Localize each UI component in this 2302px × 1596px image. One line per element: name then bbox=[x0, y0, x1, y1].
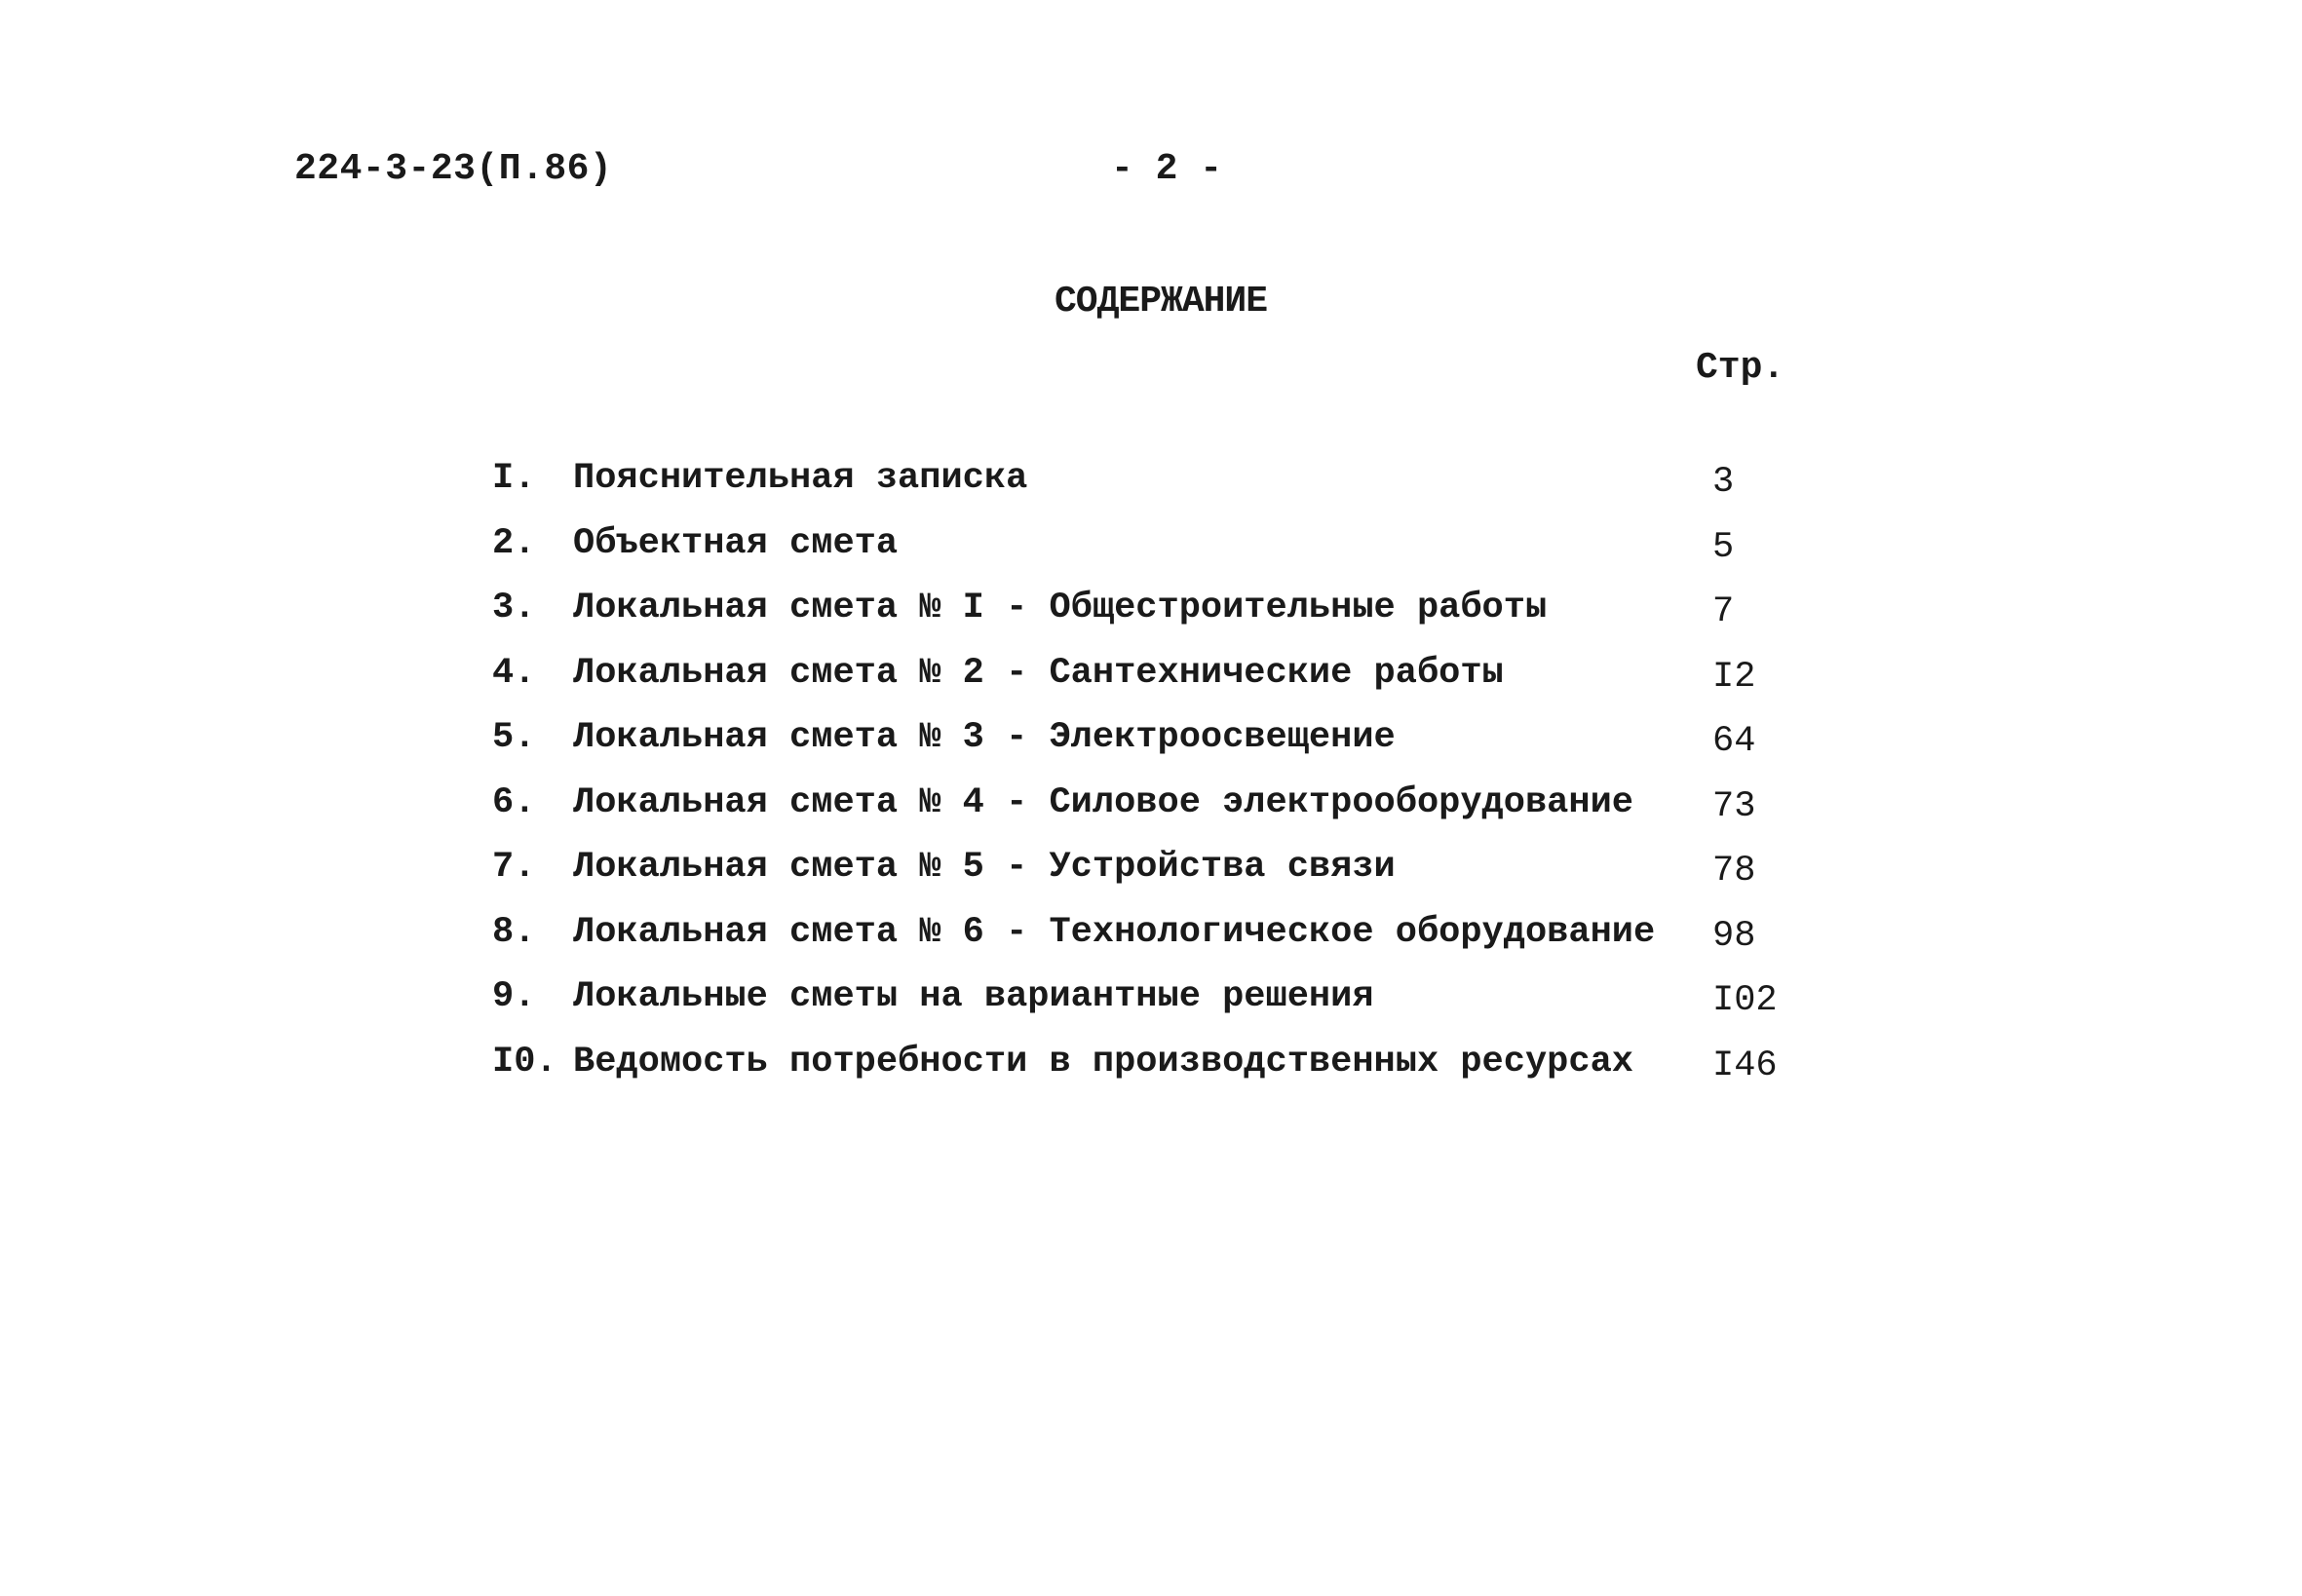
toc-item-number: 2. bbox=[492, 522, 536, 564]
toc-item-number: I0. bbox=[492, 1041, 557, 1083]
toc-pages-header: Стр. bbox=[1696, 347, 1785, 389]
toc-item-page: 64 bbox=[1712, 721, 1756, 762]
toc-item-number: 9. bbox=[492, 976, 536, 1017]
toc-item bbox=[492, 588, 1798, 653]
toc-item-title: Локальная смета № 6 - Технологическое оборудование bbox=[573, 911, 1656, 953]
toc-list bbox=[492, 458, 1798, 1106]
toc-item bbox=[492, 847, 1798, 912]
toc-item-title: Ведомость потребности в производственных ресурсах bbox=[573, 1041, 1633, 1083]
toc-item-number: 8. bbox=[492, 911, 536, 953]
toc-item-page: 78 bbox=[1712, 851, 1756, 892]
toc-title: СОДЕРЖАНИЕ bbox=[1055, 281, 1268, 323]
toc-item-page: I02 bbox=[1712, 980, 1778, 1021]
toc-item-title: Локальные сметы на вариантные решения bbox=[573, 976, 1374, 1017]
toc-item-page: 73 bbox=[1712, 785, 1756, 827]
toc-item bbox=[492, 717, 1798, 782]
toc-item-page: 7 bbox=[1712, 591, 1735, 632]
toc-item bbox=[492, 1042, 1798, 1107]
toc-item-title: Пояснительная записка bbox=[573, 458, 1028, 499]
toc-item-page: I2 bbox=[1712, 656, 1756, 698]
toc-item bbox=[492, 653, 1798, 718]
toc-item-number: 7. bbox=[492, 847, 536, 888]
toc-item bbox=[492, 782, 1798, 848]
toc-item bbox=[492, 458, 1798, 523]
toc-item bbox=[492, 912, 1798, 977]
toc-item-title: Локальная смета № I - Общестроительные работы bbox=[573, 588, 1548, 628]
toc-item-number: 5. bbox=[492, 717, 536, 758]
page-number: - 2 - bbox=[1111, 148, 1223, 190]
toc-item-page: 5 bbox=[1712, 526, 1735, 568]
toc-item-title: Локальная смета № 4 - Силовое электрооборудование bbox=[573, 781, 1633, 823]
toc-item-number: 3. bbox=[492, 588, 536, 628]
toc-item-title: Локальная смета № 3 - Электроосвещение bbox=[573, 717, 1396, 758]
toc-item-title: Локальная смета № 5 - Устройства связи bbox=[573, 847, 1396, 888]
toc-item-number: 4. bbox=[492, 652, 536, 694]
toc-item bbox=[492, 523, 1798, 589]
toc-item-page: 3 bbox=[1712, 462, 1735, 503]
toc-item-number: I. bbox=[492, 458, 536, 499]
toc-item-title: Объектная смета bbox=[573, 522, 899, 564]
toc-item-number: 6. bbox=[492, 781, 536, 823]
toc-item-page: 98 bbox=[1712, 915, 1756, 957]
toc-item bbox=[492, 976, 1798, 1042]
toc-item-page: I46 bbox=[1712, 1045, 1778, 1086]
document-code: 224-3-23(П.86) bbox=[294, 148, 613, 190]
toc-item-title: Локальная смета № 2 - Сантехнические работы bbox=[573, 652, 1504, 694]
